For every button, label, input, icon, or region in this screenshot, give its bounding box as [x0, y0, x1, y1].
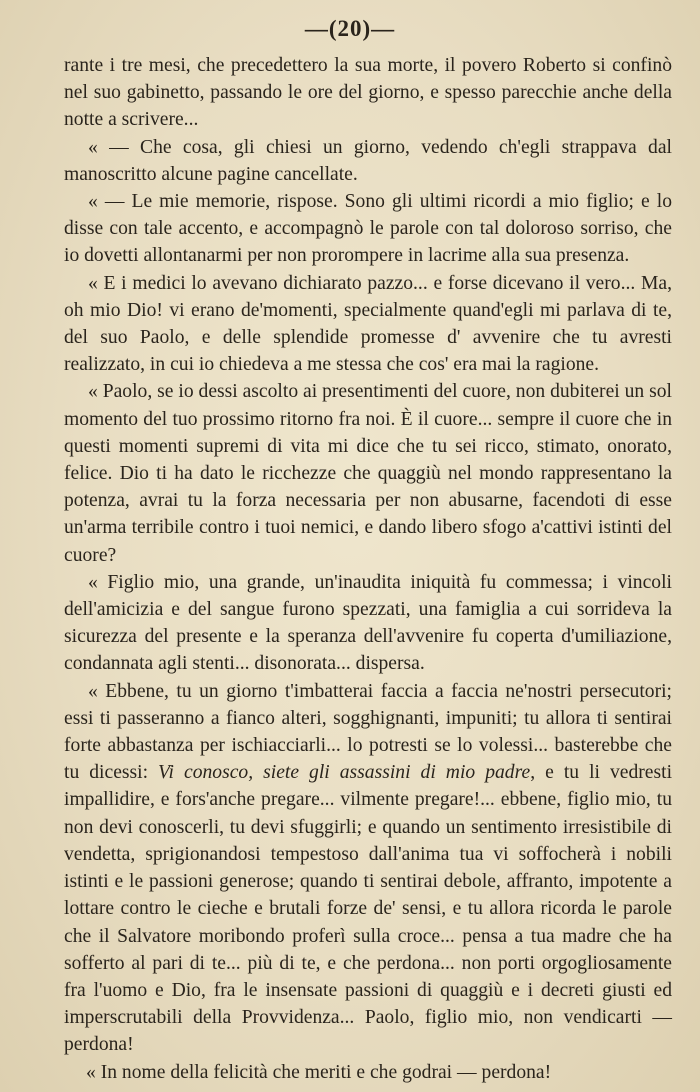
paragraph-5: « Paolo, se io dessi ascolto ai presentimenti del cuore, non dubiterei un sol momento del tuo prossimo ritorno fra noi. È il cuore... sempre il cuore che in questi momenti supremi di vita mi dice che tu sei ricco, stimato, onorato, felice. Dio ti ha dato le ricchezze che quaggiù nel mondo rappresentano la potenza, avrai tu la forza necessaria per non abusarne, facendoti di esse un'arma terribile contro i tuoi nemici, e dando libero sfogo a'cattivi istinti del cuore?: [64, 381, 672, 566]
paragraph-7-text-after: , e tu li vedresti impallidire, e fors'anche pregare... vilmente pregare!... ebbene, figlio mio, tu non devi conoscerli, tu devi sfuggirli; e quando un sentimento irresistibile di vendetta, sprigionandosi tempestoso dall'anima tua vi soffocherà i nobili istinti e le passioni generose; quando ti sentirai debole, affranto, impotente a lottare contro le cieche e brutali forze de' sensi, e tu allora ricorda le parole che il Salvatore moribondo proferì sulla croce... pensa a tua madre che ha sofferto al pari di te... più di te, e che perdona... non porti orgogliosamente fra l'uomo e Dio, fra le insensate passioni di quaggiù e i decreti giusti ed imperscrutabili della Provvidenza... Paolo, figlio mio, non vendicarti — perdona!: [64, 762, 673, 1056]
paragraph-7-text-before: « Ebbene, tu un giorno t'imbatterai faccia a faccia ne'nostri persecutori; essi ti passeranno a fianco alteri, sogghignanti, impuniti; tu allora ti sentirai forte abbastanza per ischiacciarli... lo potresti se lo volessi... basterebbe che tu dicessi:: [64, 680, 672, 784]
paragraph-7: [64, 678, 672, 1059]
paragraph-4: « E i medici lo avevano dichiarato pazzo... e forse dicevano il vero... Ma, oh mio Dio! vi erano de'momenti, specialmente quand'egli mi parlava di te, del suo Paolo, e delle splendide promesse d' avvenire che tu avresti realizzato, in cui io chiedeva a me stessa che cos' era mai la ragione.: [64, 272, 672, 376]
paragraph-1: rante i tre mesi, che precedettero la sua morte, il povero Roberto si confinò nel suo gabinetto, passando le ore del giorno, e spesso parecchie anche della notte a scrivere...: [64, 55, 672, 131]
page-number: —(20)—: [304, 16, 396, 41]
paragraph-3: « — Le mie memorie, rispose. Sono gli ultimi ricordi a mio figlio; e lo disse con tale accento, e accompagnò le parole con tal doloroso sorriso, che io dovetti allontanarmi per non prorompere in lacrime alla sua presenza.: [64, 191, 672, 267]
body-text: [64, 52, 672, 1086]
paragraph-7-italic-quote: Vi conosco, siete gli assassini di mio padre: [158, 762, 531, 784]
closing-line: « In nome della felicità che meriti e che godrai — perdona!: [86, 1061, 552, 1083]
paragraph-2: « — Che cosa, gli chiesi un giorno, vedendo ch'egli strappava dal manoscritto alcune pagine cancellate.: [64, 136, 672, 185]
paragraph-6: « Figlio mio, una grande, un'inaudita iniquità fu commessa; i vincoli dell'amicizia e del sangue furono spezzati, una famiglia a cui sorrideva la sicurezza del presente e la speranza dell'avvenire fu coperta d'umiliazione, condannata agli stenti... disonorata... dispersa.: [64, 571, 672, 675]
